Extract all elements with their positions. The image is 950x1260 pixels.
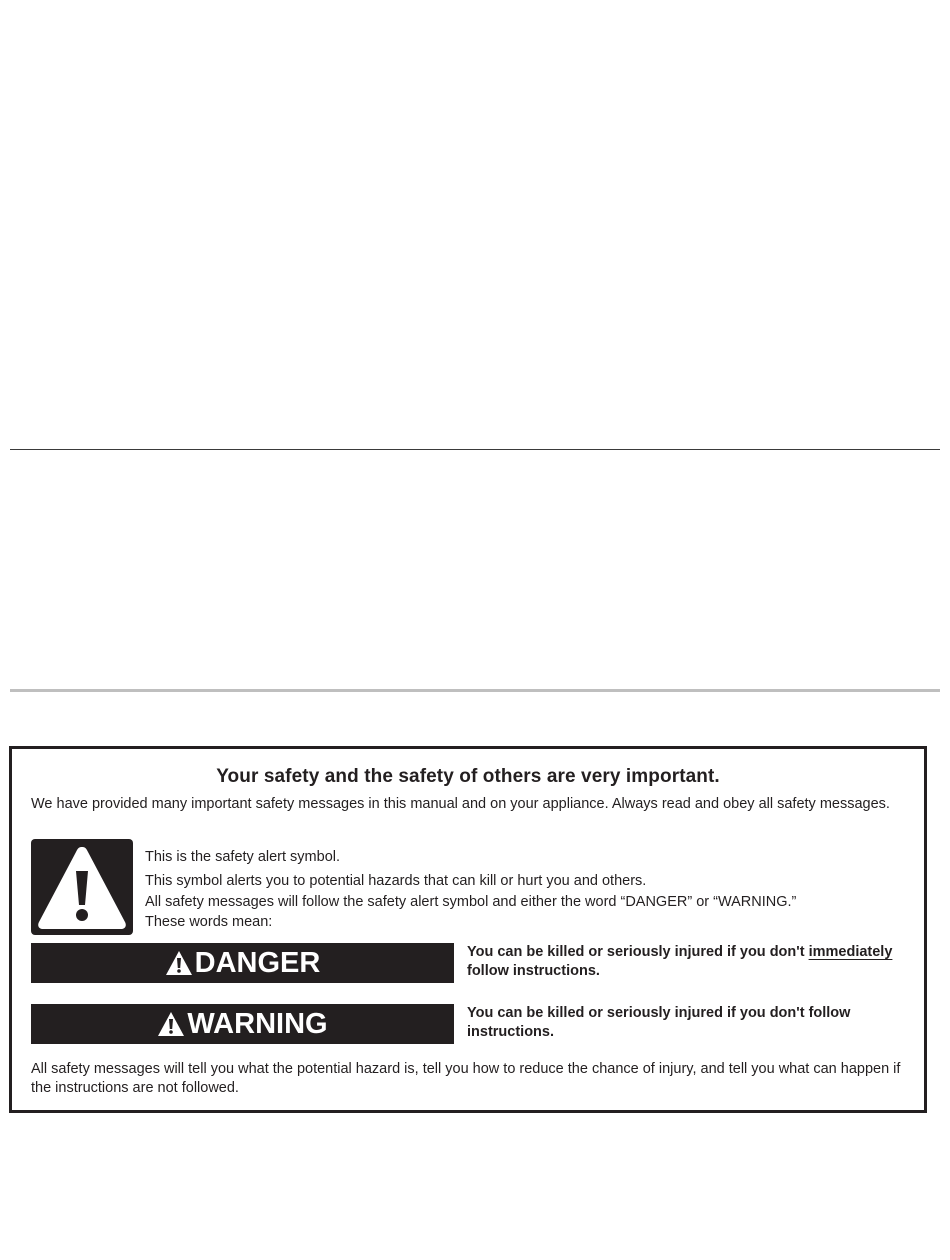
danger-desc-emphasis: immediately	[808, 944, 893, 960]
warning-description: You can be killed or seriously injured if you don't follow instructions.	[467, 1005, 851, 1040]
danger-description	[467, 943, 917, 981]
warning-label: WARNING	[187, 1008, 328, 1040]
danger-alert-icon	[165, 950, 193, 976]
safety-heading: Your safety and the safety of others are very important.	[216, 766, 720, 787]
symbol-line: This is the safety alert symbol.	[145, 849, 341, 865]
warning-alert-icon	[157, 1011, 185, 1037]
section-divider	[10, 689, 940, 692]
safety-notice-box	[9, 746, 927, 1113]
symbol-line: These words mean:	[145, 914, 273, 930]
danger-label: DANGER	[194, 947, 321, 979]
danger-desc-text-end: follow instructions.	[467, 963, 600, 979]
safety-alert-icon	[31, 839, 133, 935]
symbol-line: All safety messages will follow the safety alert symbol and either the word “DANGER” or “WARNING.”	[145, 894, 797, 910]
danger-desc-text: You can be killed or seriously injured if you don't	[467, 944, 809, 960]
safety-intro: We have provided many important safety messages in this manual and on your appliance. Always read and obey all safety messages.	[31, 796, 890, 812]
symbol-line: This symbol alerts you to potential hazards that can kill or hurt you and others.	[145, 873, 647, 889]
top-divider	[10, 449, 940, 450]
danger-banner	[31, 943, 454, 983]
symbol-explanation	[145, 845, 905, 933]
warning-banner	[31, 1004, 454, 1044]
safety-closing: All safety messages will tell you what the potential hazard is, tell you how to reduce the chance of injury, and tell you what can happen if the instructions are not followed.	[31, 1061, 901, 1096]
